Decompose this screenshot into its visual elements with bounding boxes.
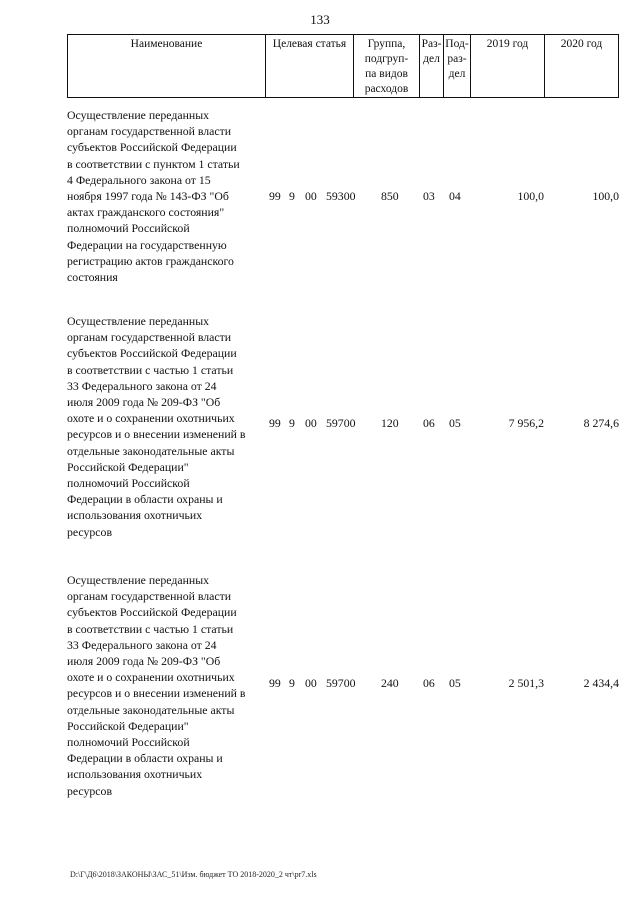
target-article-part: 9 (289, 416, 295, 430)
header-name: Наименование (68, 35, 266, 97)
group-code: 120 (381, 416, 399, 430)
target-article-part: 59700 (326, 416, 356, 430)
value-2019: 2 501,3 (508, 676, 544, 690)
group-code: 850 (381, 189, 399, 203)
header-target-article: Целевая статья (266, 35, 354, 97)
target-article-part: 59700 (326, 676, 356, 690)
value-2019: 7 956,2 (508, 416, 544, 430)
target-article-part: 00 (305, 189, 317, 203)
footer-file-path: D:\Г\Д6\2018\ЗАКОНЫ\ЗАС_51\Изм. бюджет ТО 2018-2020_2 чт\pr7.xls (70, 870, 317, 879)
table-header (67, 34, 619, 98)
target-article-part: 99 (269, 676, 281, 690)
row-name: Осуществление переданных органам государственной власти субъектов Российской Федерации в соответствии с пунктом 1 статьи 4 Федерального закона от 15 ноября 1997 года № 143-ФЗ "Об актах гражданского состояния" полномочий Российской Федерации на государственную регистрацию актов гражданского состояния (67, 108, 240, 285)
target-article-part: 9 (289, 189, 295, 203)
target-article-part: 9 (289, 676, 295, 690)
page-number: 133 (310, 12, 330, 27)
subsection-code: 05 (449, 416, 461, 430)
target-article-part: 00 (305, 676, 317, 690)
target-article-part: 99 (269, 416, 281, 430)
header-year-2020: 2020 год (560, 38, 603, 50)
value-2020: 100,0 (592, 189, 619, 203)
subsection-code: 04 (449, 189, 461, 203)
subsection-code: 05 (449, 676, 461, 690)
section-code: 03 (423, 189, 435, 203)
value-2020: 2 434,4 (583, 676, 619, 690)
header-group: Группа, подгруп- па видов расходов (354, 35, 420, 97)
target-article-part: 00 (305, 416, 317, 430)
row-name: Осуществление переданных органам государственной власти субъектов Российской Федерации в соответствии с частью 1 статьи 33 Федерального закона от 24 июля 2009 года № 209-ФЗ "Об охоте и о сохранении охотничьих ресурсов и о внесении изменений в отдельные законодательные акты Российской Федерации" полномочий Российской Федерации в области охраны и использования охотничьих ресурсов (67, 573, 246, 798)
target-article-part: 99 (269, 189, 281, 203)
header-subsection: Под- раз- дел (444, 35, 471, 97)
header-section: Раз- дел (420, 35, 444, 97)
section-code: 06 (423, 416, 435, 430)
value-2020: 8 274,6 (583, 416, 619, 430)
target-article-part: 59300 (326, 189, 356, 203)
value-2019: 100,0 (517, 189, 544, 203)
section-code: 06 (423, 676, 435, 690)
row-name: Осуществление переданных органам государственной власти субъектов Российской Федерации в соответствии с частью 1 статьи 33 Федерального закона от 24 июля 2009 года № 209-ФЗ "Об охоте и о сохранении охотничьих ресурсов и о внесении изменений в отдельные законодательные акты Российской Федерации" полномочий Российской Федерации в области охраны и использования охотничьих ресурсов (67, 314, 246, 539)
header-year-2019: 2019 год (471, 35, 545, 97)
group-code: 240 (381, 676, 399, 690)
